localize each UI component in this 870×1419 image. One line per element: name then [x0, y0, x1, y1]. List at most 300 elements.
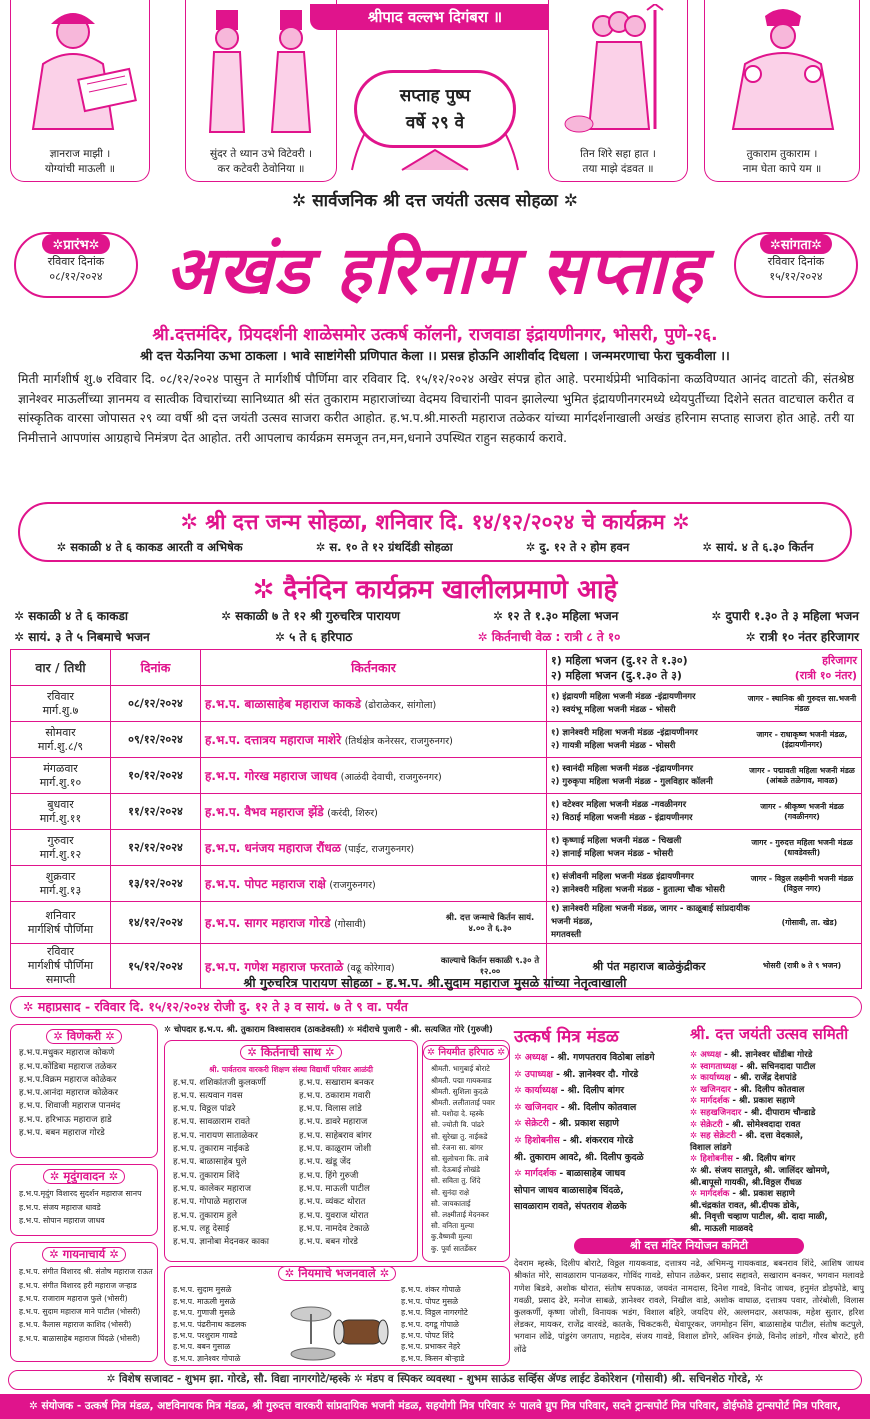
table-row — [11, 686, 862, 722]
mrudung-name: ह.भ.प.मृदुंग विशारद सुदर्शन महाराज सानप — [19, 1189, 142, 1199]
saint-dnyaneshwar-illustration — [21, 4, 141, 142]
start-date-box — [14, 232, 138, 298]
kirtankar-place: (तिर्थक्षेत्र कनेरसर, राजगुरुनगर) — [344, 736, 453, 747]
member-row — [690, 1154, 866, 1166]
bhajan-mandal-2: २) गुरुकृपा महिला भजनी मंडळ - गुलविहार कॉलनी — [551, 776, 713, 787]
sath-name: ह.भ.प. ठकाराम गवारी — [299, 1090, 371, 1101]
kirtankar-place: (वढू कोरेगाव) — [346, 962, 395, 974]
member-name: सोपान जाधव बाळासाहेब घिंदळे, — [514, 1184, 624, 1196]
bhajan-name: ह.भ.प. गुणाजी मुसळे — [173, 1308, 236, 1318]
date-cell: १४/१२/२०२४ — [111, 902, 201, 944]
member-name: - श्री. दत्ता वेदकाले, — [736, 1131, 804, 1142]
haripath-name: सौ. लक्ष्मीताई मेदनकर — [431, 1209, 489, 1219]
tithi: मार्ग.शु.७ — [42, 703, 79, 717]
day-name: बुधवार — [47, 797, 74, 811]
kirtankar-name: ह.भ.प. वैभव महाराज झेंडे — [205, 805, 324, 819]
saint-panel-datta — [548, 0, 688, 182]
bhajan-mandal-2: २) गायत्री महिला भजनी मंडळ - भोसरी — [551, 740, 676, 751]
member-name: - श्री. राजेंद्र देशपांडे — [730, 1073, 797, 1084]
vinekari-name: ह.भ.प. बबन महाराज गोरडे — [19, 1128, 105, 1139]
samiti-list — [690, 1050, 866, 1236]
member-name: - श्री. शंकरराव गोरडे — [559, 1134, 634, 1146]
bhajan-cell — [547, 902, 862, 944]
member-row — [514, 1050, 686, 1067]
member-row — [690, 1212, 866, 1224]
saint-caption-2: नाम घेता कापे यम ॥ — [742, 163, 822, 175]
day-cell — [11, 902, 111, 944]
member-row — [690, 1131, 866, 1143]
sath-name: ह.भ.प. माऊली पाटील — [299, 1183, 370, 1194]
member-role: ✲ उपाध्यक्ष — [514, 1068, 553, 1080]
bhajan-mandal-1: १) संजीवनी महिला भजनी मंडळ इंद्रायणीनगर — [551, 871, 694, 882]
day-cell — [11, 866, 111, 902]
vinekari-panel — [10, 1024, 158, 1158]
event-title: ✲ सार्वजनिक श्री दत्त जयंती उत्सव सोहळा ✲ — [292, 191, 578, 211]
member-row — [690, 1062, 866, 1074]
daily-item: ✲ दुपारी १.३० ते ३ महिला भजन — [711, 609, 859, 623]
haripath-name: श्रीमती. ललीताताई पवार — [431, 1097, 495, 1107]
sath-name: ह.भ.प. सखाराम बनकर — [299, 1077, 374, 1088]
janma-item: ✲ सकाळी ४ ते ६ काकड आरती व अभिषेक — [56, 540, 243, 554]
start-day: रविवार दिनांक — [47, 255, 105, 268]
harijagar-time: (रात्री १० नंतर) — [794, 668, 857, 682]
niyojan-committee — [514, 1238, 864, 1368]
member-name: - श्री. ज्ञानेश्वर धोंडीबा गोरडे — [721, 1050, 813, 1060]
bhajan-slot-1: १) महिला भजन (दु.१२ ते १.३०) — [551, 653, 688, 667]
date-cell: १२/१२/२०२४ — [111, 830, 201, 866]
daily-schedule-title: ✲ दैनंदिन कार्यक्रम खालीलप्रमाणे आहे — [252, 575, 618, 605]
gayan-name: ह.भ.प. राजाराम महाराज फुले (भोसरी) — [19, 1293, 128, 1303]
badge-line-2: वर्षे २९ वे — [405, 113, 465, 133]
haripath-name: सौ. यशोदा दे. म्हस्के — [431, 1109, 484, 1119]
member-name: श्री. माऊली माळवदे — [690, 1223, 753, 1234]
vinekari-name: ह.भ.प. शिवाजी महाराज पानमंद — [19, 1101, 121, 1112]
niyojan-title: श्री दत्त मंदिर नियोजन कमिटी — [574, 1238, 804, 1254]
member-name: ✲ श्री. संजय सातपुते, श्री. जालिंदर खोमणे, — [690, 1165, 831, 1176]
kirtankar-cell — [201, 794, 547, 830]
kirtankar-cell — [201, 722, 547, 758]
col-kirtankar: किर्तनकार — [201, 650, 547, 686]
sath-name: ह.भ.प. सत्यवान गवस — [173, 1090, 243, 1101]
bhajan-name: ह.भ.प. सुदाम मुसळे — [173, 1285, 232, 1295]
sath-name: ह.भ.प. सावळाराम रावते — [173, 1117, 251, 1128]
day-name: रविवार — [47, 689, 74, 703]
date-cell: १३/१२/२०२४ — [111, 866, 201, 902]
bhajan-name: ह.भ.प. बबन गुसाळ — [173, 1342, 231, 1352]
haripath-title: ✲ नियमीत हरिपाठ ✲ — [423, 1045, 509, 1060]
saint-panel-tukaram — [704, 0, 860, 182]
member-row — [514, 1133, 686, 1150]
saint-caption-1: ज्ञानराज माझी । — [49, 148, 111, 160]
venue-address: श्री.दत्तमंदिर, प्रियदर्शनी शाळेसमोर उत्कर्ष कॉलनी, राजवाडा इंद्रायणीनगर, भोसरी, पुणे-२६. — [152, 325, 718, 345]
member-role: ✲ मार्गदर्शक — [514, 1168, 557, 1180]
day-cell — [11, 794, 111, 830]
member-role: ✲ मार्गदर्शक — [690, 1096, 730, 1107]
harijagar-mandal: (गोसावी, ता. खेड) — [781, 917, 838, 927]
tukaram-illustration — [715, 4, 851, 142]
samiti-title: श्री. दत्त जयंती उत्सव समिती — [690, 1025, 849, 1043]
member-name: - श्री. सचिनदादा पाटील — [736, 1061, 816, 1072]
bhajan-mandal-1: १) इंद्रायणी महिला भजनी मंडळ -इंद्रायणीनगर — [551, 691, 696, 702]
sath-name: ह.भ.प. साहेबराव बांगर — [299, 1130, 372, 1141]
harijagar-mandal: जागर - पद्मावती महिला भजनी मंडळ (आंबळे तळेगाव, मावळ) — [749, 765, 855, 785]
haripath-name: सौ. सुनंदा राक्षे — [431, 1187, 470, 1197]
bhajan-name: ह.भ.प. किसन बोऱ्हाडे — [401, 1353, 465, 1363]
member-role: ✲ कार्याध्यक्ष — [514, 1085, 558, 1097]
bhajan-mandal-1: १) कृष्णाई महिला भजनी मंडळ - चिखली — [551, 835, 682, 846]
bhajan-mandal-1: १) ज्ञानेश्वरी महिला भजनी मंडळ, जागर - काळूबाई सांप्रदायीक भजनी मंडळ, — [551, 904, 750, 927]
janma-item: ✲ दु. १२ ते २ होम हवन — [525, 540, 630, 554]
day-name: मंगळवार — [43, 761, 78, 775]
harijagar-mandal: भोसरी (रात्री ७ ते ९ भजन) — [762, 961, 842, 970]
member-role: ✲ हिशोबनीस — [690, 1154, 733, 1165]
member-row — [690, 1108, 866, 1120]
date-cell: १५/१२/२०२४ — [111, 944, 201, 989]
bhajan-name: ह.भ.प. परशुराम गावडे — [173, 1330, 238, 1340]
daily-item: ✲ १२ ते १.३० महिला भजन — [492, 609, 619, 623]
sath-name: ह.भ.प. युवराज थोरात — [299, 1210, 369, 1221]
haripath-name: श्रीमती. पद्मा गायकवाड — [431, 1075, 492, 1085]
bhajan-mandal-2: २) स्वयंभू महिला भजनी मंडळ - भोसरी — [551, 704, 676, 715]
member-row — [514, 1150, 686, 1167]
mahaprasad-banner: ✲ महाप्रसाद - रविवार दि. १५/१२/२०२४ रोजी दु. १२ ते ३ व सायं. ७ ते ९ वा. पर्यंत — [10, 996, 862, 1018]
day-cell — [11, 758, 111, 794]
bhajan-mandal-2: २) ज्ञानेश्वरी महिला भजनी मंडळ - हुतात्मा चौक भोसरी — [551, 884, 725, 895]
abhang-verse: श्री दत्त येऊनिया ऊभा ठाकला । भावे साष्टांगेसी प्रणिपात केला ।। प्रसन्न होऊनि आशीर्वाद दिधला । जन्ममरणाचा फेरा चुकवीला ।। — [140, 348, 730, 363]
vinekari-name: ह.भ.प.आनंदा महाराज कोळेकर — [19, 1088, 119, 1099]
member-row — [690, 1201, 866, 1213]
tithi: मार्ग.शु.११ — [39, 811, 82, 825]
member-name: विशाल लांडगे — [690, 1142, 732, 1153]
member-row — [690, 1096, 866, 1108]
header-banner — [0, 0, 870, 185]
haripath-name: सौ. सुरेखा तु. नाईकडे — [431, 1131, 488, 1141]
member-row — [690, 1085, 866, 1097]
daily-item: ✲ रात्री १० नंतर हरिजागर — [745, 630, 859, 644]
member-name: - श्री. दीपाराम चौन्डाडे — [741, 1107, 816, 1118]
table-row — [11, 722, 862, 758]
member-role: ✲ मार्गदर्शक — [690, 1189, 730, 1200]
member-role: ✲ अध्यक्ष — [514, 1052, 548, 1063]
member-name: सावळाराम रावते, संपतराव शेळके — [514, 1201, 627, 1213]
sath-subtitle: श्री. पार्वतराव वारकरी शिक्षण संस्था विद्यार्थी परिवार आळंदी — [209, 1065, 373, 1075]
sath-name: ह.भ.प. बबन गोरडे — [299, 1237, 358, 1248]
niyamache-panel — [164, 1266, 510, 1366]
gayan-name: ह.भ.प. सुदाम महाराज माने पाटील (भोसरी) — [19, 1307, 141, 1317]
bhajan-cell — [547, 830, 862, 866]
bhajan-mandal-2: २) विठाई महिला भजनी मंडळ - इंद्रायणीनगर — [551, 812, 693, 823]
member-name: - श्री. गणपतराव विठोबा लांडगे — [547, 1052, 655, 1063]
kirtankar-cell — [201, 866, 547, 902]
member-role: ✲ कार्याध्यक्ष — [690, 1073, 731, 1084]
member-name: - श्री. प्रकाश सहाणे — [548, 1118, 619, 1130]
badge-line-1: सप्ताह पुष्प — [399, 86, 471, 106]
mitra-mandal-title: उत्कर्ष मित्र मंडळ — [514, 1027, 619, 1047]
member-name: श्री.बापूसो गायकी, श्री.विठ्ठल रौंधळ — [690, 1177, 802, 1188]
sath-name: ह.भ.प. बाळासाहेब घुले — [173, 1157, 247, 1168]
haripath-name: श्रीमती. भागुबाई बोराटे — [431, 1064, 490, 1074]
member-role: ✲ अध्यक्ष — [690, 1050, 722, 1060]
member-row — [690, 1224, 866, 1236]
sath-name: ह.भ.प. शशिकांतजी कुलकर्णी — [173, 1077, 266, 1088]
sath-name: ह.भ.प. हिंगे गुरुजी — [299, 1170, 359, 1181]
niyamache-title: ✲ नियमाचे भजनवाले ✲ — [278, 1266, 397, 1281]
sath-name: ह.भ.प. तुकाराम शिंदे — [173, 1170, 240, 1181]
janma-item: ✲ स. १० ते १२ ग्रंथदिंडी सोहळा — [315, 540, 453, 554]
day-name: गुरुवार — [47, 833, 74, 847]
mitra-mandal-list — [514, 1050, 686, 1216]
saint-panel-dnyaneshwar — [10, 0, 150, 182]
member-name: - श्री. ज्ञानेश्वर दौ. गोरडे — [552, 1068, 639, 1080]
organisers-banner: ✲ संयोजक - उत्कर्ष मित्र मंडळ, अष्टविनायक मित्र मंडळ, श्री गुरुदत्त वारकरी सांप्रदायिक भजनी मंडळ, सहयोगी मित्र परिवार ✲ पालवे ग्रुप मित्र परिवार, सदने ट्रान्सपोर्ट मित्र परिवार, डोईफोडे ट्रान्सपोर्ट मित्र परिवार, — [0, 1394, 870, 1419]
kirtan-sath-panel — [164, 1040, 418, 1262]
start-date: ०८/१२/२०२४ — [49, 270, 103, 283]
decoration-credits: ✲ विशेष सजावट - शुभम झा. गोरडे, सौ. विद्या नागरगोटे/म्हस्के ✲ मंडप व स्पिकर व्यवस्था - शुभम साऊंड सर्व्हिस ॲण्ड लाईट डेकोरेशन (गोसावी) श्री. सचिनशेठ गोरडे, ✲ — [8, 1370, 862, 1390]
daily-row-1 — [14, 607, 859, 624]
table-row — [11, 758, 862, 794]
end-date-box — [734, 232, 858, 298]
end-day: रविवार दिनांक — [767, 255, 825, 268]
kirtan-note: श्री. दत्त जन्माचे किर्तन सायं. ४.०० ते ६.३० — [445, 911, 535, 933]
daily-row-2 — [14, 628, 859, 645]
mrudung-title: ✲ मृदुंगवादन ✲ — [43, 1169, 126, 1184]
bhajan-cell — [547, 686, 862, 722]
bhajan-slot-2: २) महिला भजन (दु.१.३० ते ३) — [551, 668, 682, 682]
sath-name: ह.भ.प. व्यंकट थोरात — [299, 1197, 366, 1208]
shripad-banner: श्रीपाद वल्लभ दिगंबरा ॥ — [310, 4, 560, 30]
start-label: ✲प्रारंभ✲ — [42, 234, 109, 254]
kirtan-note: काल्याचे किर्तन सकाळी ९.३० ते १२.०० — [440, 955, 540, 976]
member-role: ✲ सहखजिनदार — [690, 1107, 742, 1118]
member-name: - श्री. प्रकाश सहाणे — [729, 1096, 795, 1107]
bhajan-mandal-1: १) ज्ञानेश्वरी महिला भजनी मंडळ -इंद्रायणीनगर — [551, 727, 698, 738]
kirtankar-name: ह.भ.प. सागर महाराज गोरडे — [205, 916, 331, 930]
date-cell: ०८/१२/२०२४ — [111, 686, 201, 722]
harijagar-mandal: जागर - स्थानिक श्री गुरुदत्त सा.भजनी मंडळ — [747, 693, 857, 713]
bhajan-cell — [547, 758, 862, 794]
member-name: - श्री. दिलीप बांगर — [557, 1085, 625, 1097]
sath-name: ह.भ.प. डावरे महाराज — [299, 1117, 368, 1128]
kirtankar-place: (ढोराळेकर, सांगोला) — [364, 700, 437, 711]
vitthal-rukmini-illustration — [196, 4, 328, 142]
day-cell — [11, 830, 111, 866]
sath-name: ह.भ.प. गोपाळे महाराज — [173, 1197, 247, 1208]
tithi: मार्ग.शु.१२ — [39, 847, 82, 861]
bhajan-mandal-1: श्री पंत महाराज बाळेकुंद्रीकर — [592, 959, 706, 973]
vinekari-name: ह.भ.प. हरिभाऊ महाराज हाडे — [19, 1114, 112, 1125]
haripath-name: सौ. वनिता मुल्या — [431, 1221, 474, 1231]
mrudung-name: ह.भ.प. संजय महाराज धावडे — [19, 1202, 101, 1212]
member-row — [690, 1050, 866, 1062]
vinekari-name: ह.भ.प.मधुकर महाराज कोकणे — [19, 1048, 115, 1059]
bhajan-mandal-2: २) ज्ञानाई महिला भजन मंडळ - भोसरी — [551, 848, 674, 859]
bhajan-name: ह.भ.प. पोपट शिंदे — [401, 1330, 454, 1340]
datta-illustration — [559, 4, 679, 142]
gayan-name: ह.भ.प. कैलास महाराज काशिद (भोसरी) — [19, 1320, 132, 1330]
haripath-name: सौ. सविता तु. शिंदे — [431, 1176, 481, 1186]
member-row — [690, 1143, 866, 1155]
end-date: १५/१२/२०२४ — [769, 270, 823, 283]
niyojan-members: देवराम म्हस्के, दिलीप बोराटे, विठ्ठल गायकवाड, दत्तात्रय नढे, अभिमन्यु गायकवाड, बबनराव शिंदे, आशिष जाधव श्रीकांत मोरे, सावळाराम पानळकर, गोविंद गावडे, सोपान तळेकर, प्रसाद सद्दावते, सखाराम बनकर, भगवान मलावडे गणेश बिडवे, अशोक थोरात, संतोष सपकाळ, जयवंत नामदास, दिनेश गावडे, विनोद जाधव, हनुमंत डोइफोडे, बापु गवळी, प्रसाद ढेरे, मनोज साबळे, ज्ञानेश्वर रावले, निखील वाडे, अशोक वाघाळ, दत्तात्रय पवार, तोरंबोली, विलास कुलकर्णी, कृष्णा जोशी, विनायक भडंग, विशाल बहिरे, जयदिप शेरे, अल्लमदार, अशफाक, महेश सुतार, हरिश लेडकर, मायकर, राजेंद्र वारवंडे, कातके, चिकटकरी, थेवापूरकर, जगमोहन सिंग, बाळासाहेब पाटील, संतोष कटपुले, भगवान लोंढे, पांडुरंग जगताप, महादेव, संजय गावडे, विशाल डोंगरे, अश्विन इंगळे, विनोद लांडगे, गौरव बोराटे, हरी लोंढे — [514, 1258, 864, 1354]
bhajan-mandal-1: १) स्वानंदी महिला भजनी मंडळ -इंद्रायणीनगर — [551, 763, 694, 774]
invitation-text: मिती मार्गशीर्ष शु.७ रविवार दि. ०८/१२/२०२४ पासुन ते मार्गशीर्ष पौर्णिमा वार रविवार दि. १५/१२/२०२४ अखेर संपन्न होत आहे. परमार्थप्रेमी भाविकांना कळविण्यात आनंद वाटतो की, संतश्रेष्ठ ज्ञानेश्वर माऊलींच्या ज्ञानमय व सात्वीक विचारांच्या सानिध्यात श्री संत तुकाराम महाराजांच्या वेदमय विचारांनी पावन झालेल्या भुमित इंद्रायणीनगरमध्ये ध्येयपुर्तीच्या दिशेने सतत वाटचाल करीत व सांस्कृतिक वारसा जोपासत २९ व्या वर्षी श्री दत्त जयंती उत्सव साजरा करीत आहोत. ह.भ.प.श्री.मारुती महाराज तळेकर यांच्या मार्गदर्शनाखाली अखंड हरिनाम सप्ताह साजरा होत आहे. तरी या निमीत्ताने आपणांस आग्रहाचे निमंत्रण देत आहोत. तरी आपलाच कार्यक्रम समजून तन,मन,धनाने उपस्थित राहुन सहकार्य करावे. — [18, 372, 854, 445]
day-name: सोमवार — [45, 725, 76, 739]
member-role: ✲ सेक्रेटरी — [514, 1118, 549, 1130]
kirtankar-place: (राजगुरुनगर) — [329, 880, 376, 891]
tithi: मार्ग.शु.१३ — [39, 883, 82, 897]
bhajan-name: ह.भ.प. प्रभाकर नेहरे — [401, 1342, 461, 1352]
main-title: अखंड हरिनाम सप्ताह — [165, 231, 705, 309]
bhajan-name: ह.भ.प. माऊली मुसळे — [173, 1296, 236, 1306]
bhajan-name: ह.भ.प. दगडू गोपाळे — [401, 1319, 459, 1329]
member-row — [514, 1199, 686, 1216]
gayan-name: ह.भ.प. बाळासाहेब महाराज घिंदळे (भोसरी) — [19, 1333, 141, 1343]
harijagar-mandal: जागर - गुरुदत्त महिला भजनी मंडळ (धावडेवस्ती) — [751, 837, 853, 857]
sath-title: ✲ किर्तनाची साथ ✲ — [240, 1045, 341, 1060]
gurucharitra-line: श्री गुरुचरित्र पारायण सोहळा - ह.भ.प. श्री.सुदाम महाराज मुसळे यांच्या नेतृत्वाखाली — [243, 975, 627, 990]
member-name: - श्री. दिलीप बांगर — [732, 1154, 796, 1165]
haripath-name: कु.वैष्णवी मुल्या — [431, 1232, 473, 1242]
haripath-name: सौ. रंजना सा. बांगर — [431, 1142, 483, 1152]
sath-name: ह.भ.प. तुकाराम नाईकडे — [173, 1144, 250, 1155]
kirtankar-cell — [201, 686, 547, 722]
day-name: शुक्रवार — [45, 869, 76, 883]
member-name: - बाळासाहेब जाधव — [556, 1168, 626, 1180]
member-role: ✲ स्वागताध्यक्ष — [690, 1061, 737, 1072]
haripath-name: सौ. सुलोचना कि. ताबे — [431, 1153, 489, 1163]
sath-name: ह.भ.प. लहू देसाई — [173, 1223, 230, 1234]
sath-name: ह.भ.प. कालेकर महाराज — [173, 1183, 251, 1194]
member-row — [514, 1100, 686, 1117]
gayan-name: ह.भ.प. संगीत विशारद श्री. संतोष महाराज राऊत — [19, 1267, 153, 1277]
saint-caption-2: कर कटेवरी ठेवोनिया ॥ — [217, 163, 305, 175]
instruments-illustration — [283, 1284, 393, 1364]
tithi: मार्ग.शु.८/९ — [37, 739, 84, 753]
date-cell: ०९/१२/२०२४ — [111, 722, 201, 758]
table-row — [11, 902, 862, 944]
table-row — [11, 794, 862, 830]
member-row — [690, 1189, 866, 1201]
sath-name: ह.भ.प. विलास लांडे — [299, 1104, 362, 1115]
kirtankar-name: ह.भ.प. दत्तात्रय महाराज माशेरे — [205, 733, 342, 747]
member-role: ✲ खजिनदार — [514, 1101, 558, 1113]
day-name: रविवार — [47, 945, 74, 958]
vinekari-name: ह.भ.प.कोंडिबा महाराज तळेकर — [19, 1061, 117, 1072]
chopdar-line: ✲ चोपदार ह.भ.प. श्री. तुकाराम विश्वासराव (ठाकडेवस्ती) ✲ मंदीराचे पुजारी - श्री. सत्यजित गोरे (गुरुजी) — [164, 1024, 493, 1034]
gayan-panel — [10, 1242, 158, 1362]
member-row — [514, 1183, 686, 1200]
bhajan-cell — [547, 866, 862, 902]
bhajan-name: ह.भ.प. ज्ञानेश्वर गोपाळे — [173, 1353, 241, 1363]
member-row — [690, 1166, 866, 1178]
saint-caption-1: सुंदर ते ध्यान उभे विटेवरी । — [209, 148, 313, 160]
member-role: ✲ सेक्रेटरी — [690, 1119, 723, 1130]
harijagar-mandal: जागर - राधाकृष्ण भजनी मंडळ, (इंद्रायणीनगर) — [756, 729, 848, 749]
haripath-name: सौ. ज्योती वि. पांढरे — [431, 1120, 485, 1130]
kirtankar-place: (गोसावी) — [334, 919, 366, 930]
table-row — [11, 866, 862, 902]
gayan-title: ✲ गायनाचार्य ✲ — [42, 1247, 126, 1262]
date-cell: १०/१२/२०२४ — [111, 758, 201, 794]
member-row — [690, 1073, 866, 1085]
kirtan-time: ✲ किर्तनाची वेळ : रात्री ८ ते १० — [477, 630, 621, 644]
vinekari-name: ह.भ.प.विक्रम महाराज कोळेकर — [19, 1074, 117, 1085]
sath-name: ह.भ.प. खंडू जेंद — [299, 1157, 351, 1168]
bhajan-cell — [547, 794, 862, 830]
sath-name: ह.भ.प. ज्ञानोबा मेदनकर काका — [173, 1237, 269, 1248]
daily-item: ✲ सकाळी ७ ते १२ श्री गुरुचरित्र पारायण — [220, 609, 400, 623]
mrudung-name: ह.भ.प. सोपान महाराज जाधव — [19, 1215, 105, 1225]
member-name: - श्री. सोमेश्वदादा रावत — [722, 1119, 801, 1130]
col-day: वार / तिथी — [11, 650, 111, 686]
member-name: - श्री. दिलीप कोतवाल — [730, 1084, 805, 1095]
bhajan-name: ह.भ.प. पोपट मुसळे — [401, 1296, 459, 1306]
member-row — [690, 1178, 866, 1190]
member-row — [690, 1120, 866, 1132]
kirtankar-name: ह.भ.प. गणेश महाराज फरताळे — [205, 959, 344, 974]
datta-janma-box — [18, 502, 852, 562]
member-role: ✲ सह सेक्रेटरी — [690, 1131, 737, 1142]
haripath-name: सौ. जायकाताई — [431, 1198, 471, 1208]
sath-name: ह.भ.प. नामदेव टेकाळे — [299, 1223, 370, 1234]
kirtankar-place: (करंदी, शिरुर) — [327, 808, 378, 819]
kirtankar-name: ह.भ.प. बाळासाहेब महाराज काकडे — [205, 697, 362, 711]
vinekari-title: ✲ विणेकरी ✲ — [46, 1029, 121, 1044]
day-cell — [11, 722, 111, 758]
daily-item: ✲ सकाळी ४ ते ६ काकडा — [14, 609, 128, 623]
mrudung-panel — [10, 1164, 158, 1236]
member-row — [514, 1067, 686, 1084]
member-name: - श्री. दिलीप कोतवाल — [557, 1101, 637, 1113]
kirtankar-cell — [201, 902, 547, 944]
member-name: श्री.चंद्रकांत रावत, श्री.दीपक डोके, — [690, 1200, 800, 1211]
haripath-name: श्रीमती. सुशिला कुदळे — [431, 1086, 489, 1096]
member-name: श्री. तुकाराम आवटे, श्री. दिलीप कुदळे — [514, 1151, 644, 1163]
bhajan-mandal-2: मगतवस्ती — [551, 930, 582, 940]
janma-item: ✲ सायं. ४ ते ६.३० किर्तन — [702, 540, 814, 554]
gayan-name: ह.भ.प. संगीत विशारद हरी महाराज जऱ्हाड — [19, 1280, 137, 1290]
harijagar-mandal: जागर - श्रीकृष्ण भजनी मंडळ (गवळीनगर) — [760, 801, 844, 821]
kirtankar-name: ह.भ.प. पोपट महाराज राक्षे — [205, 877, 326, 891]
member-row — [514, 1166, 686, 1183]
day-cell — [11, 686, 111, 722]
date-cell: ११/१२/२०२४ — [111, 794, 201, 830]
saint-caption-2: योग्यांची माऊली ॥ — [44, 163, 115, 175]
sath-name: ह.भ.प. नारायण साताळेकर — [173, 1130, 258, 1141]
kirtankar-cell — [201, 830, 547, 866]
kirtankar-place: (पाईट, राजगुरुनगर) — [344, 844, 415, 855]
tithi: मार्गशिर्ष पौर्णिमा — [27, 922, 94, 936]
saint-caption-2: तया माझे दंडवत ॥ — [582, 163, 654, 175]
saint-caption-1: तुकाराम तुकाराम । — [746, 148, 818, 160]
kirtan-schedule-table — [10, 649, 862, 989]
saint-caption-1: तिन शिरे सहा हात । — [580, 148, 656, 160]
member-name: - श्री. प्रकाश सहाणे — [729, 1189, 795, 1200]
table-header-row — [11, 650, 862, 686]
daily-item: ✲ सायं. ३ ते ५ निबमाचे भजन — [14, 630, 150, 644]
haripath-name: कु. पूर्वा सातर्डेकर — [431, 1243, 477, 1253]
sath-name: ह.भ.प. विठ्ठल पांढरे — [173, 1104, 236, 1115]
col-bhajan — [547, 650, 862, 686]
member-role: ✲ हिशोबनीस — [514, 1134, 560, 1146]
sath-name: ह.भ.प. काळूराम जोशी — [299, 1144, 372, 1155]
table-row — [11, 830, 862, 866]
bhajan-mandal-1: १) वटेश्वर महिला भजनी मंडळ -गवळीनगर — [551, 799, 687, 810]
bhajan-name: ह.भ.प. पंढरीनाथ कडलक — [173, 1319, 247, 1329]
col-date: दिनांक — [111, 650, 201, 686]
day-name: शनिवार — [45, 908, 76, 922]
harijagar-mandal: जागर - विठ्ठल लक्ष्मीनी भजनी मंडळ (विठ्ठल नगर) — [750, 873, 854, 893]
